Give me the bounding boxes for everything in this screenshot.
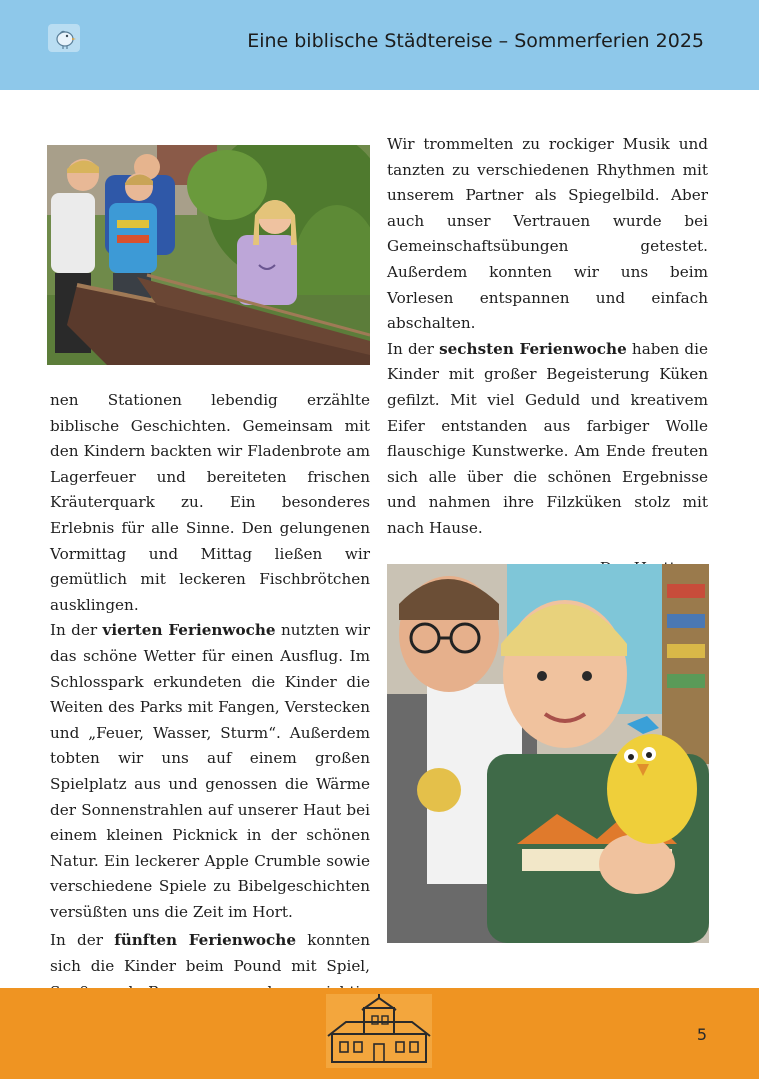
- fourth-week-heading: vierten Ferienwoche: [102, 621, 276, 640]
- paragraph-sixth-week: [387, 337, 708, 542]
- fifth-week-heading: fünften Ferienwoche: [114, 931, 296, 950]
- paragraph-body: konnten sich die Kinder beim Pound mit Spiel,: [50, 931, 370, 976]
- paragraph-fifth-week-continued: Wir trommelten zu rockiger Musik und tanzten zu verschiedenen Rhythmen mit unserem Partner als Spiegelbild. Aber auch unser Vertrauen wurde bei Gemeinschaftsübungen getestet. Außerdem konnten wir uns beim Vorlesen entspannen und einfach abschalten.: [387, 135, 708, 333]
- paragraph-body: haben die Kinder mit großer Begeisterung Küken gefilzt. Mit viel Geduld und kreativem Eifer entstanden aus farbiger Wolle flauschige Kunstwerke. Am Ende freuten sich alle über die schönen Ergebnisse und nahmen ihre Filzküken stolz mit nach Hause.: [387, 339, 708, 537]
- right-text-column: [387, 132, 708, 581]
- paragraph-lead: In der: [50, 931, 103, 950]
- children-with-parachute-photo: [47, 145, 370, 365]
- page-number: 5: [696, 1025, 707, 1044]
- sixth-week-heading: sechsten Ferienwoche: [439, 339, 627, 358]
- paragraph-body: nutzten wir das schöne Wetter für einen Ausflug. Im Schlosspark erkundeten die Kinder die Weiten des Parks mit Fangen, Verstecken und „Feuer, Wasser, Sturm“. Außerdem tobten wir uns auf einem großen Spielplatz aus und genossen die Wärme der Sonnenstrahlen auf unserer Haut bei einem kleinen Picknick in der schönen Natur. Ein leckerer Apple Crumble sowie verschiedene Spiele zu Bibelgeschichten versüßten uns die Zeit im Hort.: [50, 621, 370, 921]
- page-header: [0, 0, 759, 90]
- page-footer: [0, 988, 759, 1079]
- bird-icon: [48, 24, 80, 52]
- paragraph-lead: In der: [387, 339, 434, 358]
- page-title: Eine biblische Städtereise – Sommerferien 2025: [247, 30, 704, 52]
- paragraph-third-week-end: nen Stationen lebendig erzählte biblische Geschichten. Gemeinsam mit den Kindern backten wir Fladenbrote am Lagerfeuer und bereiteten frischen Kräuterquark zu. Ein besonderes Erlebnis für alle Sinne. Den gelungenen Vormittag und Mittag ließen wir gemütlich mit leckeren Fischbrötchen ausklingen.: [50, 391, 370, 614]
- paragraph-fourth-week: [50, 618, 370, 925]
- children-with-felt-chicks-photo: [387, 564, 709, 943]
- school-building-icon: [326, 994, 432, 1068]
- paragraph-lead: In der: [50, 621, 98, 640]
- left-text-column: [50, 388, 370, 1031]
